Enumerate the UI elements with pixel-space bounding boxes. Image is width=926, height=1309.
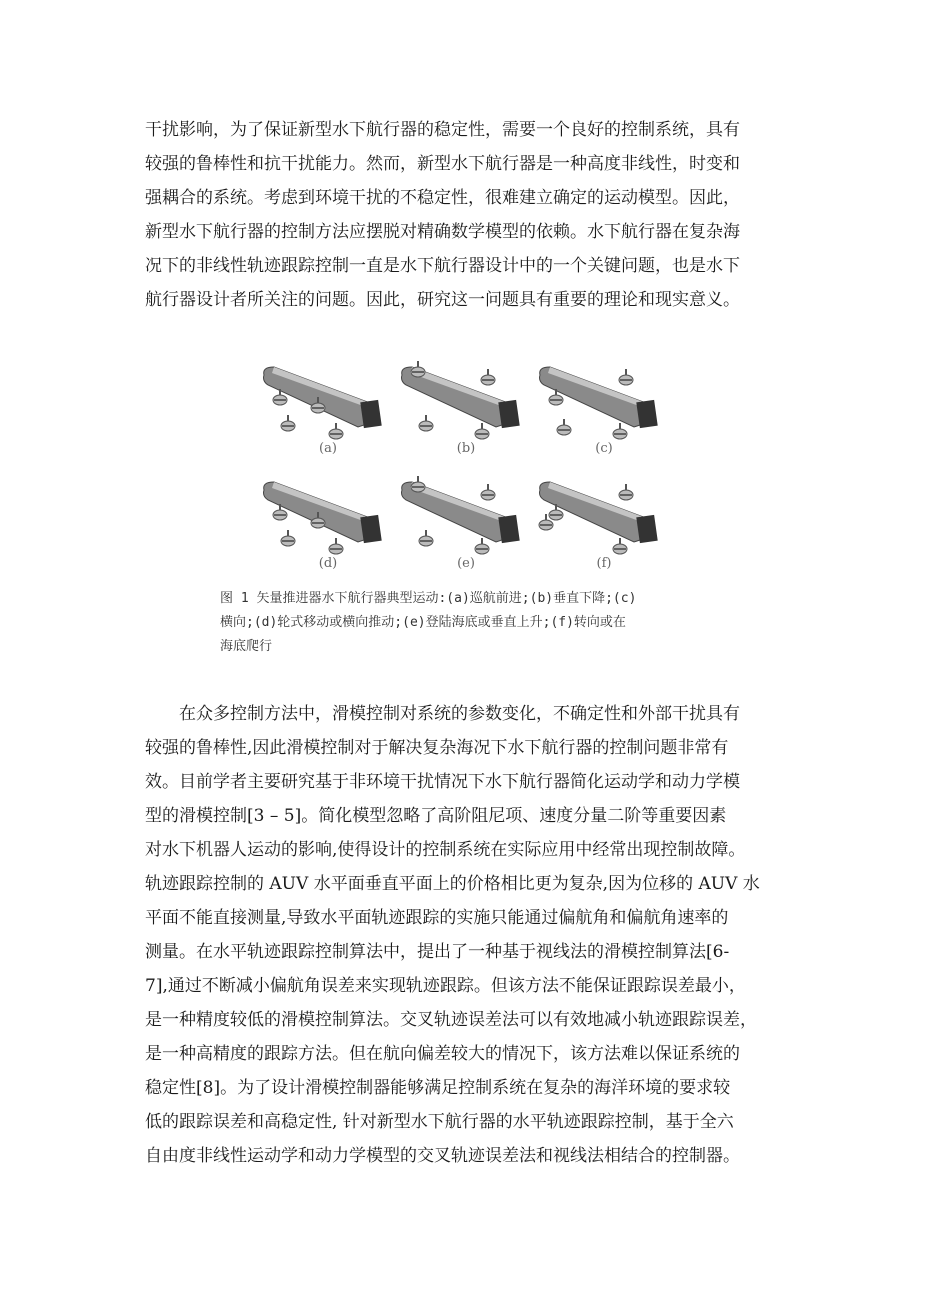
thruster-icon bbox=[475, 423, 489, 439]
vehicle bbox=[264, 482, 382, 554]
text-line: 低的跟踪误差和高稳定性, 针对新型水下航行器的水平轨迹跟踪控制，基于全六 bbox=[145, 1112, 734, 1132]
subfigure-label: (c) bbox=[595, 441, 613, 456]
paragraph-2 bbox=[145, 697, 795, 1173]
thruster-icon bbox=[411, 361, 425, 377]
text-line: 是一种精度较低的滑模控制算法。交叉轨迹误差法可以有效地减小轨迹跟踪误差， bbox=[145, 1010, 757, 1030]
vehicle-illustration-c bbox=[534, 353, 674, 443]
text-line: 7],通过不断减小偏航角误差来实现轨迹跟踪。但该方法不能保证跟踪误差最小， bbox=[145, 976, 746, 996]
thruster-icon bbox=[475, 538, 489, 554]
vehicle bbox=[540, 367, 658, 439]
subfigure-d bbox=[258, 468, 398, 583]
vehicle-illustration-b bbox=[396, 353, 536, 443]
caption-line: 海底爬行 bbox=[220, 639, 273, 654]
subfigure-c bbox=[534, 353, 674, 468]
subfigure-label: (d) bbox=[318, 556, 338, 571]
thruster-icon bbox=[619, 484, 633, 500]
thruster-icon bbox=[411, 476, 425, 492]
stern-block bbox=[636, 515, 657, 543]
caption-line: 横向;(d)轮式移动或横向推动;(e)登陆海底或垂直上升;(f)转向或在 bbox=[220, 615, 626, 630]
vehicle-illustration-a bbox=[258, 353, 398, 443]
figure-caption bbox=[220, 587, 740, 659]
vehicle-illustration-d bbox=[258, 468, 398, 558]
text-line: 轨迹跟踪控制的 AUV 水平面垂直平面上的价格相比更为复杂,因为位移的 AUV 水 bbox=[145, 874, 760, 894]
thruster-icon bbox=[419, 415, 433, 431]
subfigure-label: (f) bbox=[596, 556, 612, 571]
thruster-icon bbox=[557, 419, 571, 435]
text-line: 较强的鲁棒性和抗干扰能力。然而，新型水下航行器是一种高度非线性，时变和 bbox=[145, 154, 740, 174]
thruster-icon bbox=[281, 415, 295, 431]
thruster-icon bbox=[329, 538, 343, 554]
text-line: 在众多控制方法中，滑模控制对系统的参数变化，不确定性和外部干扰具有 bbox=[145, 704, 740, 724]
stern-block bbox=[360, 400, 381, 428]
subfigure-f bbox=[534, 468, 674, 583]
subfigure-b bbox=[396, 353, 536, 468]
subfigure-label: (e) bbox=[457, 556, 475, 571]
text-line: 是一种高精度的跟踪方法。但在航向偏差较大的情况下，该方法难以保证系统的 bbox=[145, 1044, 740, 1064]
thruster-icon bbox=[481, 484, 495, 500]
paragraph-1 bbox=[145, 113, 795, 317]
text-line: 型的滑模控制[3 – 5]。简化模型忽略了高阶阻尼项、速度分量二阶等重要因素 bbox=[145, 806, 727, 826]
stern-block bbox=[498, 400, 519, 428]
subfigure-a bbox=[258, 353, 398, 468]
text-line: 测量。在水平轨迹跟踪控制算法中，提出了一种基于视线法的滑模控制算法[6- bbox=[145, 942, 730, 962]
vehicle bbox=[539, 482, 658, 554]
text-line: 干扰影响，为了保证新型水下航行器的稳定性，需要一个良好的控制系统，具有 bbox=[145, 120, 740, 140]
vehicle bbox=[402, 361, 520, 439]
vehicle bbox=[402, 476, 520, 554]
text-line: 强耦合的系统。考虑到环境干扰的不稳定性，很难建立确定的运动模型。因此， bbox=[145, 188, 740, 208]
text-line: 平面不能直接测量,导致水平面轨迹跟踪的实施只能通过偏航角和偏航角速率的 bbox=[145, 908, 729, 928]
thruster-icon bbox=[613, 423, 627, 439]
figure-1 bbox=[248, 353, 678, 583]
stern-block bbox=[636, 400, 657, 428]
stern-block bbox=[360, 515, 381, 543]
text-line: 较强的鲁棒性,因此滑模控制对于解决复杂海况下水下航行器的控制问题非常有 bbox=[145, 738, 729, 758]
stern-block bbox=[498, 515, 519, 543]
text-line: 对水下机器人运动的影响,使得设计的控制系统在实际应用中经常出现控制故障。 bbox=[145, 840, 746, 860]
vehicle-illustration-f bbox=[534, 468, 674, 558]
vehicle-illustration-e bbox=[396, 468, 536, 558]
text-line: 自由度非线性运动学和动力学模型的交叉轨迹误差法和视线法相结合的控制器。 bbox=[145, 1146, 740, 1166]
text-line: 况下的非线性轨迹跟踪控制一直是水下航行器设计中的一个关键问题，也是水下 bbox=[145, 256, 740, 276]
subfigure-label: (b) bbox=[456, 441, 476, 456]
caption-line: 图 1 矢量推进器水下航行器典型运动:(a)巡航前进;(b)垂直下降;(c) bbox=[220, 591, 637, 606]
text-line: 效。目前学者主要研究基于非环境干扰情况下水下航行器简化运动学和动力学模 bbox=[145, 772, 740, 792]
subfigure-label: (a) bbox=[319, 441, 337, 456]
vehicle bbox=[264, 367, 382, 439]
thruster-icon bbox=[613, 538, 627, 554]
subfigure-e bbox=[396, 468, 536, 583]
text-line: 稳定性[8]。为了设计滑模控制器能够满足控制系统在复杂的海洋环境的要求较 bbox=[145, 1078, 731, 1098]
thruster-icon bbox=[419, 530, 433, 546]
text-line: 航行器设计者所关注的问题。因此，研究这一问题具有重要的理论和现实意义。 bbox=[145, 290, 740, 310]
thruster-icon bbox=[619, 369, 633, 385]
thruster-icon bbox=[329, 423, 343, 439]
text-line: 新型水下航行器的控制方法应摆脱对精确数学模型的依赖。水下航行器在复杂海 bbox=[145, 222, 740, 242]
thruster-icon bbox=[281, 530, 295, 546]
thruster-icon bbox=[481, 369, 495, 385]
